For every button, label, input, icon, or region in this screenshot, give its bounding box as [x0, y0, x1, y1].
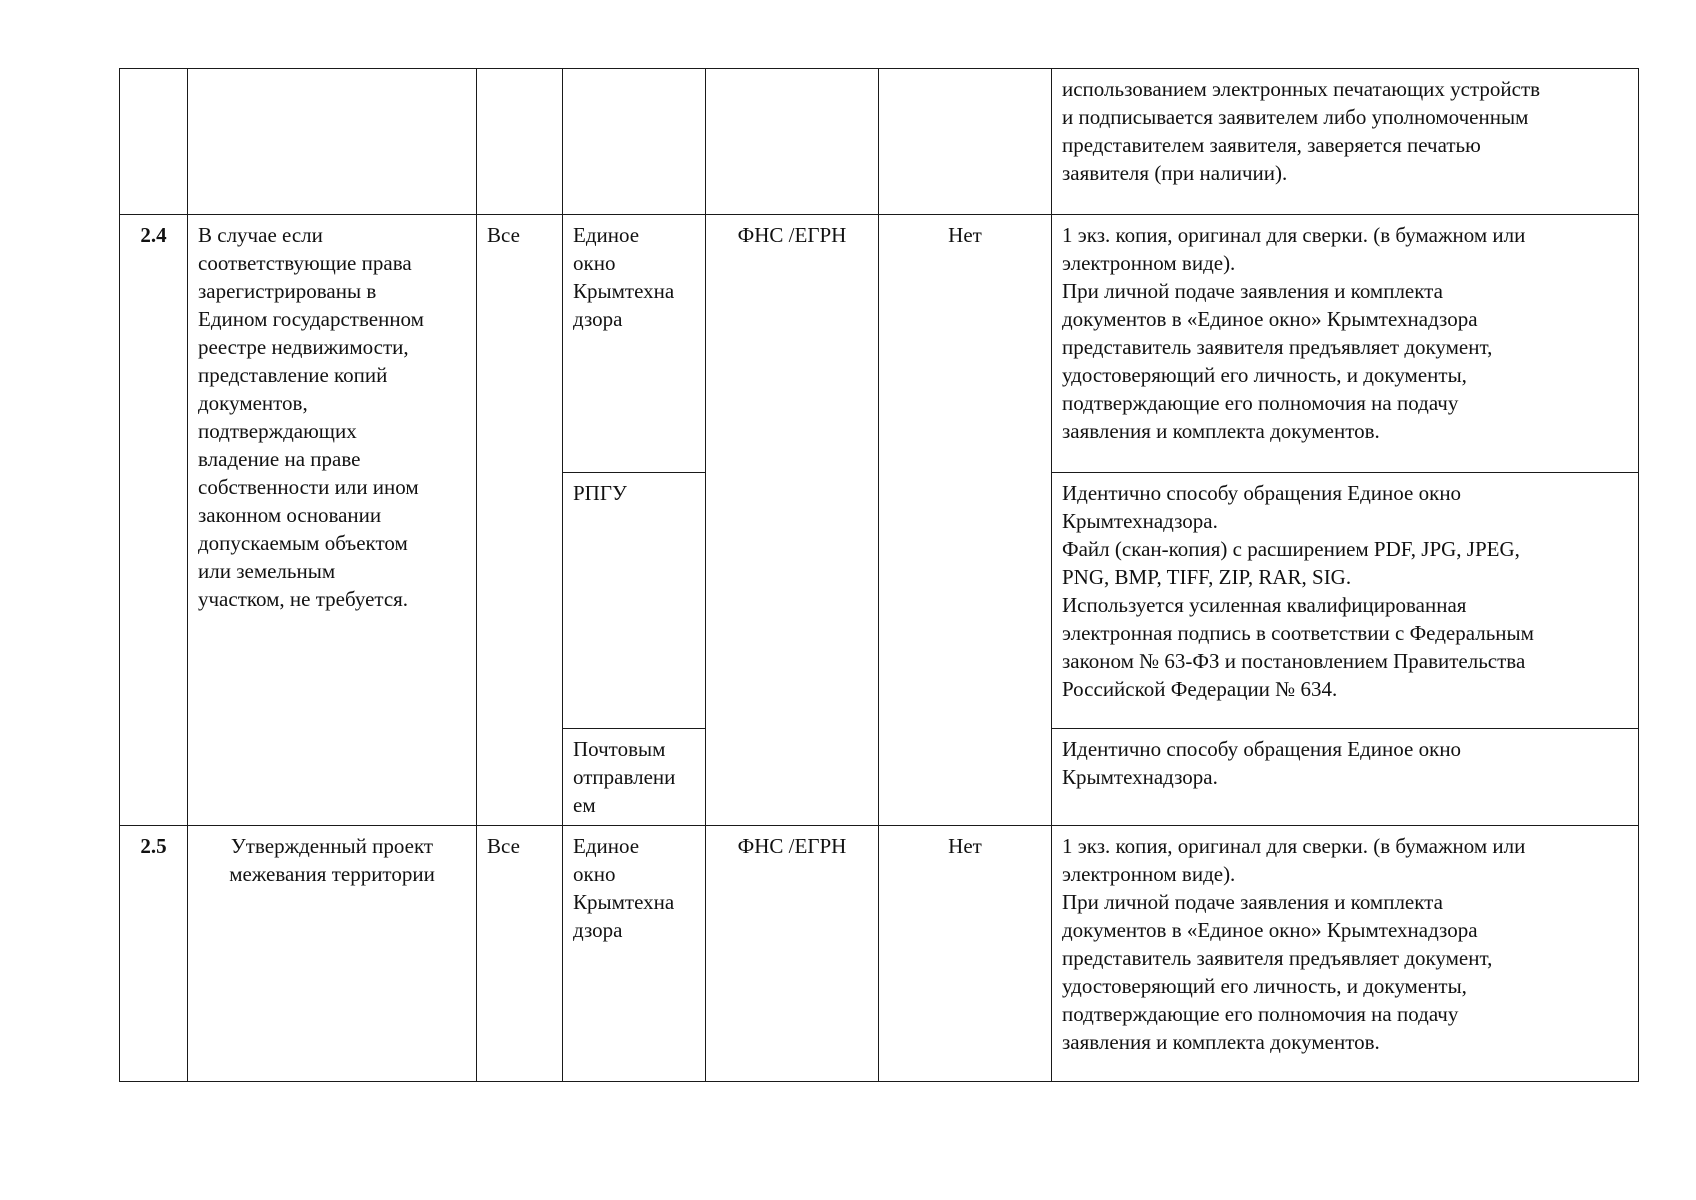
channel-name: Почтовым отправлени ем: [563, 729, 706, 826]
channel-name: Единое окно Крымтехна дзора: [563, 826, 706, 1082]
applicant-category: Все: [477, 215, 563, 826]
channel-name: РПГУ: [563, 473, 706, 729]
cell-required: [879, 69, 1052, 215]
data-source: ФНС /ЕГРН: [706, 826, 879, 1082]
row-number: 2.5: [120, 826, 188, 1082]
channel-name: Единое окно Крымтехна дзора: [563, 215, 706, 473]
channel-requirements: 1 экз. копия, оригинал для сверки. (в бумажном или электронном виде). При личной подаче заявления и комплекта документов в «Единое окно» Крымтехнадзора представитель заявителя предъявляет документ, удостоверяющий его личность, и документы, подтверждающие его полномочия на подачу заявления и комплекта документов.: [1052, 215, 1639, 473]
document-name: Утвержденный проект межевания территории: [188, 826, 477, 1082]
channel-requirements: Идентично способу обращения Единое окно Крымтехнадзора. Файл (скан-копия) с расширением PDF, JPG, JPEG, PNG, BMP, TIFF, ZIP, RAR, SIG. Используется усиленная квалифицированная электронная подпись в соответствии с Федеральным законом № 63-ФЗ и постановлением Правительства Российской Федерации № 634.: [1052, 473, 1639, 729]
required-flag: Нет: [879, 826, 1052, 1082]
table-row-2-5: [120, 826, 1639, 1082]
applicant-category: Все: [477, 826, 563, 1082]
document-name: В случае если соответствующие права зарегистрированы в Едином государственном реестре недвижимости, представление копий документов, подтверждающих владение на праве собственности или ином законном основании допускаемым объектом или земельным участком, не требуется.: [188, 215, 477, 826]
cell-channel: [563, 69, 706, 215]
table-row-continuation: [120, 69, 1639, 215]
channel-requirements: Идентично способу обращения Единое окно Крымтехнадзора.: [1052, 729, 1639, 826]
cell-requirements: использованием электронных печатающих устройств и подписывается заявителем либо уполномоченным представителем заявителя, заверяется печатью заявителя (при наличии).: [1052, 69, 1639, 215]
cell-number: [120, 69, 188, 215]
required-flag: Нет: [879, 215, 1052, 826]
table-row-2-4: [120, 215, 1639, 473]
cell-category: [477, 69, 563, 215]
row-number: 2.4: [120, 215, 188, 826]
cell-document: [188, 69, 477, 215]
cell-source: [706, 69, 879, 215]
data-source: ФНС /ЕГРН: [706, 215, 879, 826]
channel-requirements: 1 экз. копия, оригинал для сверки. (в бумажном или электронном виде). При личной подаче заявления и комплекта документов в «Единое окно» Крымтехнадзора представитель заявителя предъявляет документ, удостоверяющий его личность, и документы, подтверждающие его полномочия на подачу заявления и комплекта документов.: [1052, 826, 1639, 1082]
documents-table: [119, 68, 1639, 1082]
